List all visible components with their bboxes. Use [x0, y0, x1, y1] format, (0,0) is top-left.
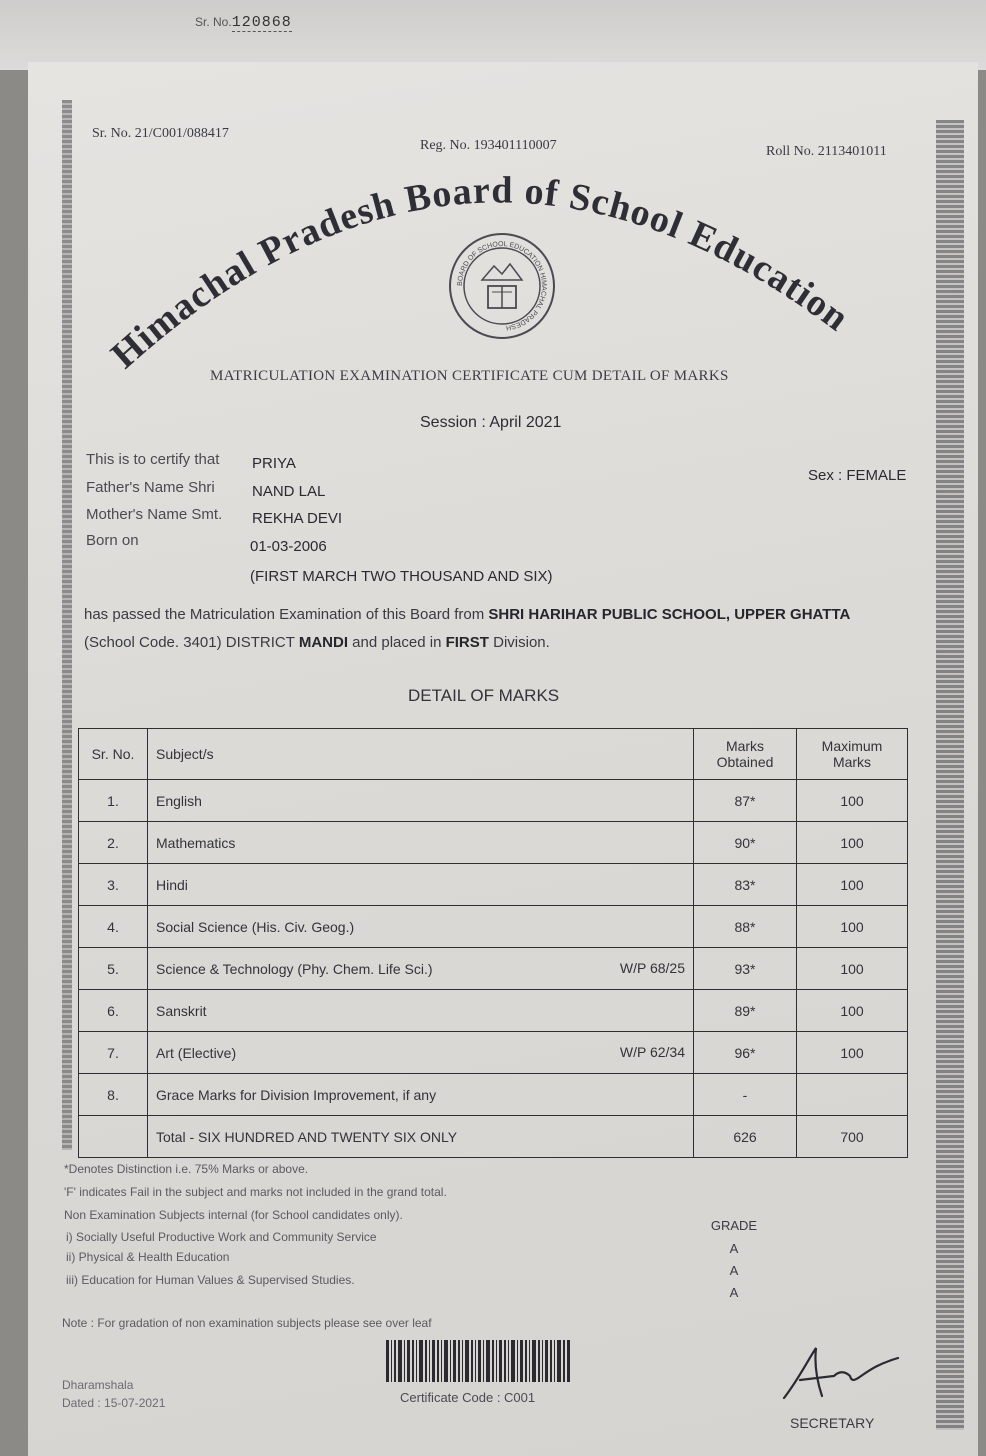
grade-value: A — [729, 1285, 739, 1300]
row-max: 100 — [797, 822, 908, 864]
row-subject: Hindi — [148, 864, 694, 906]
certify-label: This is to certify that — [86, 451, 220, 468]
total-sr-empty — [79, 1116, 148, 1158]
header-maximum-marks: Maximum Marks — [797, 729, 908, 780]
student-sex: Sex : FEMALE — [808, 467, 907, 484]
detail-of-marks-heading: DETAIL OF MARKS — [408, 686, 560, 705]
table-row — [79, 1074, 908, 1116]
table-row — [79, 906, 908, 948]
board-seal-icon — [446, 230, 558, 342]
row-obtained: 90* — [694, 822, 797, 864]
header-subject: Subject/s — [148, 729, 694, 780]
total-obtained: 626 — [694, 1116, 797, 1158]
row-obtained: 83* — [694, 864, 797, 906]
mother-name: REKHA DEVI — [252, 510, 343, 527]
board-name-arc — [0, 0, 986, 420]
row-subject: English — [148, 780, 694, 822]
dated: Dated : 15-07-2021 — [62, 1396, 166, 1410]
grade-value: A — [729, 1263, 739, 1278]
table-header-row — [79, 729, 908, 780]
top-serial-number: Sr. No.120868 — [195, 14, 292, 31]
total-max: 700 — [797, 1116, 908, 1158]
place: Dharamshala — [62, 1378, 134, 1392]
certificate-code: Certificate Code : C001 — [400, 1390, 536, 1405]
father-name: NAND LAL — [252, 483, 326, 500]
reg-no: Reg. No. 193401110007 — [420, 138, 557, 153]
row-max: 100 — [797, 906, 908, 948]
row-max: 100 — [797, 948, 908, 990]
total-label: Total - SIX HUNDRED AND TWENTY SIX ONLY — [148, 1116, 694, 1158]
signature-icon — [778, 1340, 908, 1410]
row-obtained: 93* — [694, 948, 797, 990]
table-row — [79, 1032, 908, 1074]
row-sr: 4. — [79, 906, 148, 948]
row-max: 100 — [797, 864, 908, 906]
secretary-label: SECRETARY — [790, 1415, 875, 1431]
row-subject: Art (Elective) W/P 62/34 — [148, 1032, 694, 1074]
gradation-note: Note : For gradation of non examination subjects please see over leaf — [62, 1316, 432, 1330]
row-obtained: 89* — [694, 990, 797, 1032]
row-sr: 1. — [79, 780, 148, 822]
table-row — [79, 948, 908, 990]
grade-value: A — [729, 1241, 739, 1256]
certificate-title: MATRICULATION EXAMINATION CERTIFICATE CUM DETAIL OF MARKS — [210, 368, 729, 384]
mother-label: Mother's Name Smt. — [86, 506, 223, 523]
row-sr: 5. — [79, 948, 148, 990]
row-max — [797, 1074, 908, 1116]
row-wp-marks: W/P 68/25 — [619, 960, 685, 976]
row-subject: Grace Marks for Division Improvement, if any — [148, 1074, 694, 1116]
non-exam-subject-2: ii) Physical & Health Education — [66, 1250, 230, 1264]
non-exam-subject-1: i) Socially Useful Productive Work and Community Service — [66, 1230, 377, 1244]
row-obtained: 87* — [694, 780, 797, 822]
passed-line-2: (School Code. 3401) DISTRICT MANDI and placed in FIRST Division. — [84, 634, 550, 651]
marks-table — [78, 728, 908, 1158]
footnote-non-exam: Non Examination Subjects internal (for School candidates only). — [64, 1208, 403, 1222]
row-subject: Mathematics — [148, 822, 694, 864]
table-row — [79, 990, 908, 1032]
sr-no: Sr. No. 21/C001/088417 — [92, 126, 229, 141]
passed-line-1: has passed the Matriculation Examination of this Board from SHRI HARIHAR PUBLIC SCHOOL, UPPER GHATTA — [84, 606, 851, 623]
row-sr: 7. — [79, 1032, 148, 1074]
date-of-birth-words: (FIRST MARCH TWO THOUSAND AND SIX) — [250, 568, 553, 585]
header-marks-obtained: Marks Obtained — [694, 729, 797, 780]
grade-label: GRADE — [710, 1218, 758, 1233]
row-subject: Sanskrit — [148, 990, 694, 1032]
footnote-fail: 'F' indicates Fail in the subject and marks not included in the grand total. — [64, 1185, 447, 1199]
row-sr: 2. — [79, 822, 148, 864]
table-row — [79, 780, 908, 822]
row-obtained: 88* — [694, 906, 797, 948]
row-max: 100 — [797, 1032, 908, 1074]
row-sr: 3. — [79, 864, 148, 906]
footnote-distinction: *Denotes Distinction i.e. 75% Marks or above. — [64, 1162, 309, 1176]
row-sr: 6. — [79, 990, 148, 1032]
row-wp-marks: W/P 62/34 — [619, 1044, 685, 1060]
row-subject: Science & Technology (Phy. Chem. Life Sci.) W/P 68/25 — [148, 948, 694, 990]
roll-no: Roll No. 2113401011 — [766, 144, 887, 159]
father-label: Father's Name Shri — [86, 479, 215, 496]
row-max: 100 — [797, 990, 908, 1032]
row-obtained: - — [694, 1074, 797, 1116]
barcode-icon — [386, 1340, 572, 1382]
born-label: Born on — [86, 532, 139, 549]
table-row — [79, 864, 908, 906]
row-obtained: 96* — [694, 1032, 797, 1074]
session: Session : April 2021 — [420, 414, 562, 431]
header-sr-no: Sr. No. — [79, 729, 148, 780]
date-of-birth: 01-03-2006 — [250, 538, 327, 555]
student-name: PRIYA — [252, 455, 296, 472]
row-max: 100 — [797, 780, 908, 822]
non-exam-subject-3: iii) Education for Human Values & Supervised Studies. — [66, 1273, 355, 1287]
row-sr: 8. — [79, 1074, 148, 1116]
row-subject: Social Science (His. Civ. Geog.) — [148, 906, 694, 948]
table-row — [79, 822, 908, 864]
table-total-row — [79, 1116, 908, 1158]
board-name: Himachal Pradesh Board of School Education — [103, 169, 858, 377]
seal-text: BOARD OF SCHOOL EDUCATION HIMACHAL PRADESH — [456, 240, 548, 331]
